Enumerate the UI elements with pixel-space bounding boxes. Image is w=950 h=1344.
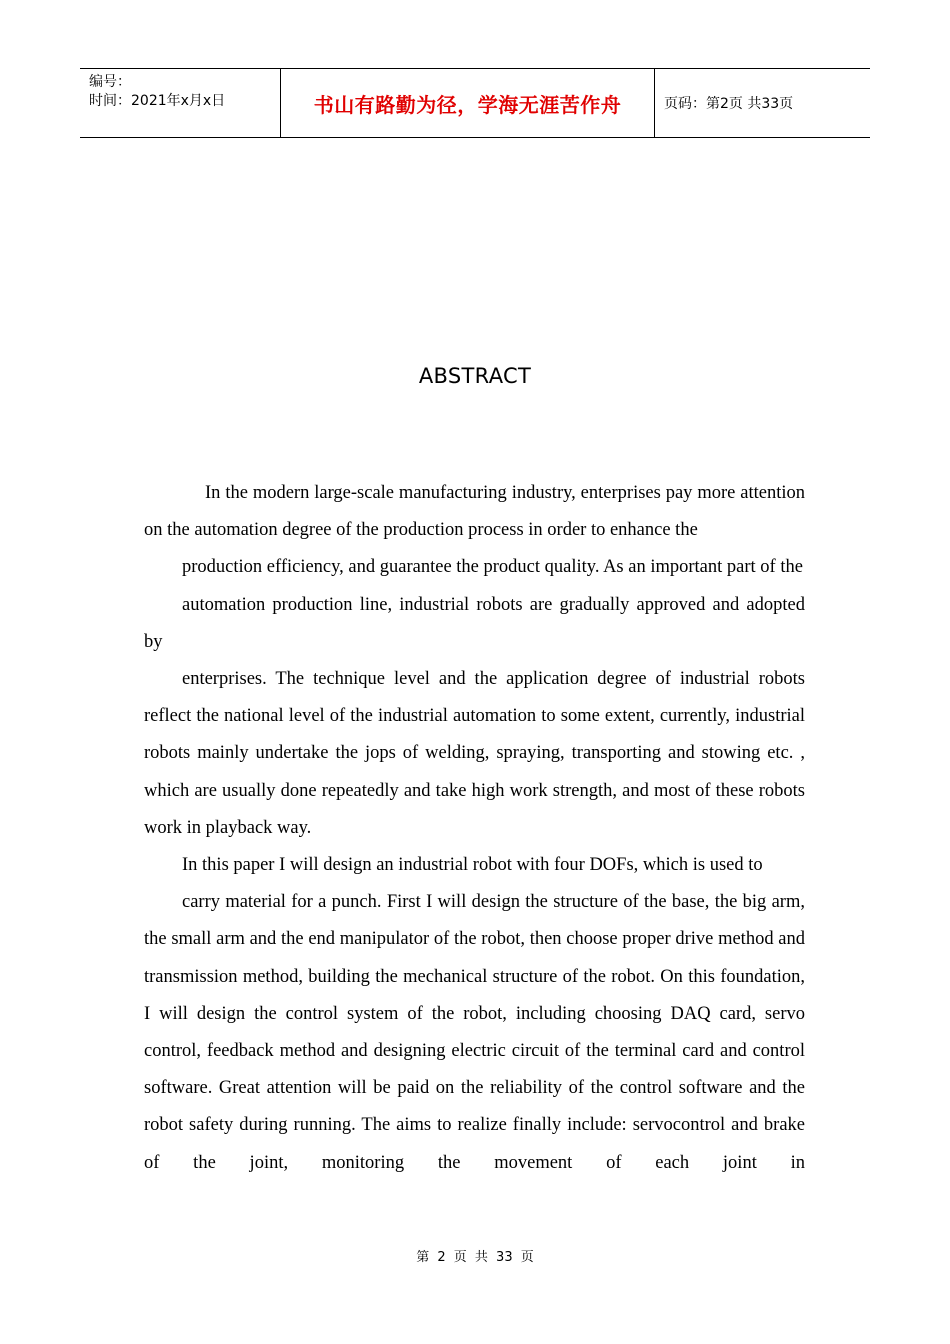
paragraph: In this paper I will design an industrial robot with four DOFs, which is used to (182, 855, 763, 876)
document-body (144, 475, 805, 1182)
header-motto: 书山有路勤为径，学海无涯苦作舟 (281, 69, 655, 137)
paragraph: production efficiency, and guarantee the product quality. As an important part of the (182, 557, 803, 578)
paragraph: enterprises. The technique level and the application degree of industrial robots reflect the national level of the industrial automation to some extent, currently, industrial robots mainly undertake the jops of welding, spraying, transporting and stowing etc. , which are usually done repeatedly and take high work strength, and most of these robots work in playback way. (144, 669, 805, 838)
paragraph: In the modern large-scale manufacturing industry, enterprises pay more attention on the automation degree of the production process in order to enhance the (144, 483, 805, 541)
paragraph: automation production line, industrial robots are gradually approved and adopted by (144, 594, 805, 652)
header-meta (80, 69, 281, 137)
page-footer: 第 2 页 共 33 页 (416, 1250, 534, 1265)
document-title: ABSTRACT (418, 364, 532, 388)
header-page-code: 页码：第2页 共33页 (664, 96, 794, 112)
serial-label: 编号： (89, 74, 131, 90)
paragraph: carry material for a punch. First I will design the structure of the base, the big arm, the small arm and the end manipulator of the robot, then choose proper drive method and transmission method, building the mechanical structure of the robot. On this foundation, I will design the control system of the robot, including choosing DAQ card, servo control, feedback method and designing electric circuit of the terminal card and control software. Great attention will be paid on the reliability of the control software and the robot safety during running. The aims to realize finally include: servocontrol and brake of the joint, monitoring the movement of each joint in (144, 892, 805, 1173)
date-label: 时间：2021年x月x日 (89, 93, 226, 109)
page-header (80, 68, 870, 138)
